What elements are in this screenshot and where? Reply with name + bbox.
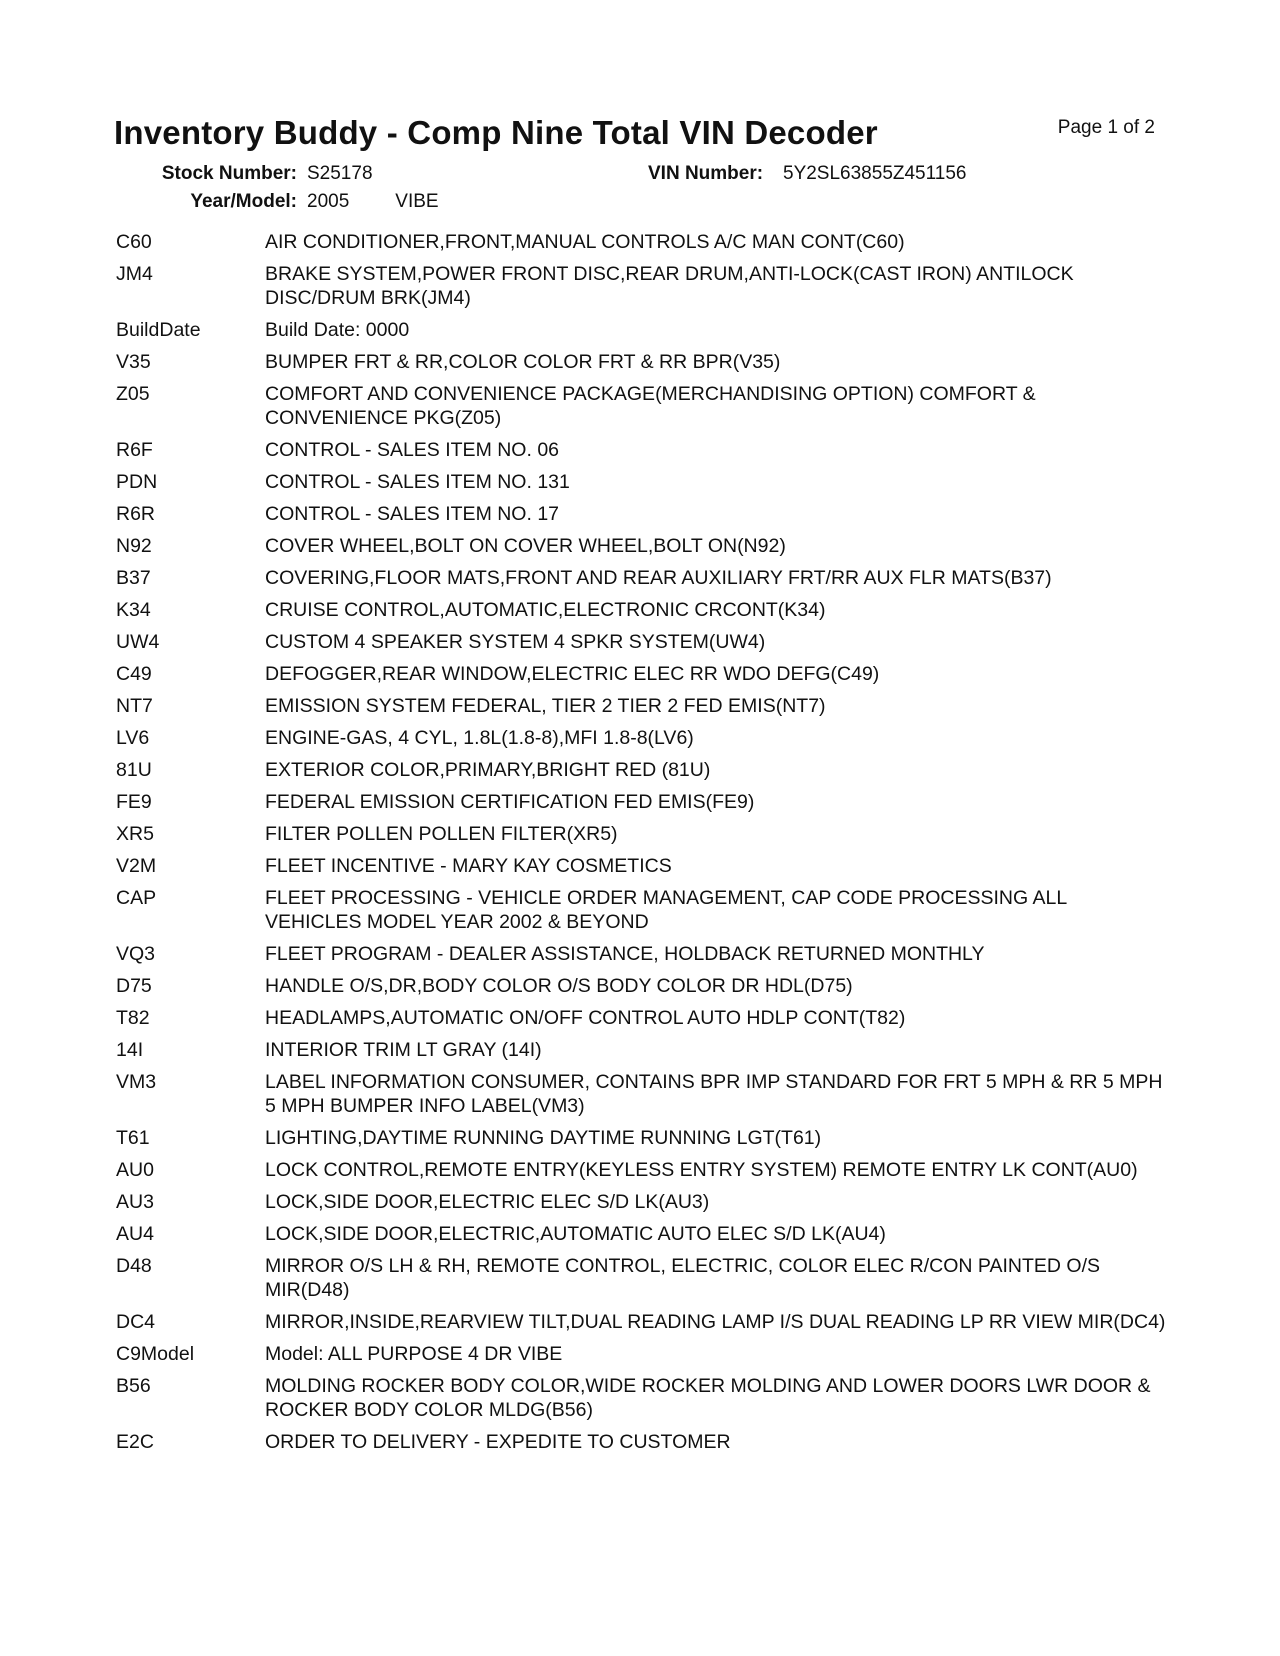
page-title: Inventory Buddy - Comp Nine Total VIN Decoder (114, 114, 878, 151)
option-description: EXTERIOR COLOR,PRIMARY,BRIGHT RED (81U) (265, 759, 711, 781)
option-code: DC4 (116, 1311, 156, 1333)
option-description: CRUISE CONTROL,AUTOMATIC,ELECTRONIC CRCONT(K34) (265, 599, 826, 621)
option-description: ENGINE-GAS, 4 CYL, 1.8L(1.8-8),MFI 1.8-8(LV6) (265, 727, 694, 749)
option-code: E2C (116, 1431, 154, 1453)
option-description: BUMPER FRT & RR,COLOR COLOR FRT & RR BPR(V35) (265, 351, 781, 373)
option-code: FE9 (116, 791, 152, 813)
code-row (116, 1038, 1166, 1070)
stock-number-row (152, 163, 373, 185)
code-row (116, 230, 1166, 262)
vin-number-value: 5Y2SL63855Z451156 (783, 163, 967, 184)
code-row (116, 1190, 1166, 1222)
option-code: VM3 (116, 1071, 157, 1093)
option-description: FILTER POLLEN POLLEN FILTER(XR5) (265, 823, 618, 845)
code-row (116, 974, 1166, 1006)
option-code: 81U (116, 759, 152, 781)
year-model-row (152, 191, 439, 213)
option-description: CONTROL - SALES ITEM NO. 17 (265, 503, 560, 525)
option-code: V35 (116, 351, 151, 373)
code-row (116, 382, 1166, 438)
code-row (116, 726, 1166, 758)
code-row (116, 350, 1166, 382)
option-description: Build Date: 0000 (265, 319, 410, 341)
option-code: AU0 (116, 1159, 154, 1181)
option-code: XR5 (116, 823, 154, 845)
option-code: C49 (116, 663, 152, 685)
code-row (116, 630, 1166, 662)
option-description: Model: ALL PURPOSE 4 DR VIBE (265, 1343, 563, 1365)
option-code: B56 (116, 1375, 151, 1397)
code-row (116, 566, 1166, 598)
option-description: FLEET PROCESSING - VEHICLE ORDER MANAGEMENT, CAP CODE PROCESSING ALL VEHICLES MODEL YEAR 2002 & BEYOND (265, 887, 1067, 933)
option-code: JM4 (116, 263, 153, 285)
stock-number-value: S25178 (307, 163, 373, 184)
code-row (116, 534, 1166, 566)
option-description: FLEET INCENTIVE - MARY KAY COSMETICS (265, 855, 672, 877)
code-row (116, 470, 1166, 502)
option-code: AU3 (116, 1191, 154, 1213)
code-row (116, 1158, 1166, 1190)
code-row (116, 1070, 1166, 1126)
option-code: R6R (116, 503, 156, 525)
option-code: C9Model (116, 1343, 195, 1365)
option-description: MIRROR O/S LH & RH, REMOTE CONTROL, ELECTRIC, COLOR ELEC R/CON PAINTED O/S MIR(D48) (265, 1255, 1100, 1301)
option-description: HANDLE O/S,DR,BODY COLOR O/S BODY COLOR DR HDL(D75) (265, 975, 853, 997)
code-row (116, 1254, 1166, 1310)
code-row (116, 1430, 1166, 1462)
option-description: LIGHTING,DAYTIME RUNNING DAYTIME RUNNING LGT(T61) (265, 1127, 822, 1149)
option-code: D48 (116, 1255, 152, 1277)
vin-number-label: VIN Number: (648, 163, 764, 184)
code-row (116, 790, 1166, 822)
option-code: T82 (116, 1007, 150, 1029)
option-code: B37 (116, 567, 151, 589)
option-code: VQ3 (116, 943, 156, 965)
option-description: DEFOGGER,REAR WINDOW,ELECTRIC ELEC RR WDO DEFG(C49) (265, 663, 880, 685)
option-description: LOCK,SIDE DOOR,ELECTRIC ELEC S/D LK(AU3) (265, 1191, 710, 1213)
option-code: LV6 (116, 727, 150, 749)
option-description: LOCK CONTROL,REMOTE ENTRY(KEYLESS ENTRY SYSTEM) REMOTE ENTRY LK CONT(AU0) (265, 1159, 1138, 1181)
year-value: 2005 (307, 191, 350, 212)
option-code: BuildDate (116, 319, 201, 341)
option-code: V2M (116, 855, 157, 877)
code-row (116, 942, 1166, 974)
option-code: D75 (116, 975, 152, 997)
option-description: LABEL INFORMATION CONSUMER, CONTAINS BPR IMP STANDARD FOR FRT 5 MPH & RR 5 MPH 5 MPH BUMPER INFO LABEL(VM3) (265, 1071, 1163, 1117)
option-description: AIR CONDITIONER,FRONT,MANUAL CONTROLS A/C MAN CONT(C60) (265, 231, 905, 253)
option-code: R6F (116, 439, 153, 461)
option-description: INTERIOR TRIM LT GRAY (14I) (265, 1039, 542, 1061)
code-row (116, 854, 1166, 886)
code-row (116, 598, 1166, 630)
code-row (116, 1374, 1166, 1430)
code-row (116, 438, 1166, 470)
option-description: CONTROL - SALES ITEM NO. 06 (265, 439, 560, 461)
option-code: K34 (116, 599, 151, 621)
code-row (116, 1222, 1166, 1254)
option-code: CAP (116, 887, 157, 909)
option-code: N92 (116, 535, 152, 557)
code-row (116, 1126, 1166, 1158)
option-code: NT7 (116, 695, 153, 717)
option-code-list (116, 230, 1166, 1462)
year-model-label: Year/Model: (190, 191, 297, 212)
code-row (116, 1006, 1166, 1038)
option-description: EMISSION SYSTEM FEDERAL, TIER 2 TIER 2 FED EMIS(NT7) (265, 695, 826, 717)
option-code: AU4 (116, 1223, 154, 1245)
option-code: PDN (116, 471, 158, 493)
page-number: Page 1 of 2 (1057, 117, 1155, 138)
option-description: FEDERAL EMISSION CERTIFICATION FED EMIS(FE9) (265, 791, 755, 813)
option-code: UW4 (116, 631, 160, 653)
option-description: FLEET PROGRAM - DEALER ASSISTANCE, HOLDBACK RETURNED MONTHLY (265, 943, 985, 965)
option-code: C60 (116, 231, 152, 253)
code-row (116, 822, 1166, 854)
option-description: LOCK,SIDE DOOR,ELECTRIC,AUTOMATIC AUTO ELEC S/D LK(AU4) (265, 1223, 886, 1245)
option-code: Z05 (116, 383, 150, 405)
code-row (116, 1310, 1166, 1342)
option-description: COVER WHEEL,BOLT ON COVER WHEEL,BOLT ON(N92) (265, 535, 786, 557)
option-description: ORDER TO DELIVERY - EXPEDITE TO CUSTOMER (265, 1431, 731, 1453)
code-row (116, 502, 1166, 534)
code-row (116, 886, 1166, 942)
option-description: CONTROL - SALES ITEM NO. 131 (265, 471, 570, 493)
option-description: COVERING,FLOOR MATS,FRONT AND REAR AUXILIARY FRT/RR AUX FLR MATS(B37) (265, 567, 1052, 589)
code-row (116, 1342, 1166, 1374)
option-description: COMFORT AND CONVENIENCE PACKAGE(MERCHANDISING OPTION) COMFORT & CONVENIENCE PKG(Z05) (265, 383, 1036, 429)
code-row (116, 694, 1166, 726)
stock-number-label: Stock Number: (161, 163, 297, 184)
code-row (116, 758, 1166, 790)
code-row (116, 262, 1166, 318)
option-description: BRAKE SYSTEM,POWER FRONT DISC,REAR DRUM,ANTI-LOCK(CAST IRON) ANTILOCK DISC/DRUM BRK(JM4) (265, 263, 1074, 309)
code-row (116, 662, 1166, 694)
option-description: CUSTOM 4 SPEAKER SYSTEM 4 SPKR SYSTEM(UW4) (265, 631, 766, 653)
option-code: T61 (116, 1127, 150, 1149)
option-description: HEADLAMPS,AUTOMATIC ON/OFF CONTROL AUTO HDLP CONT(T82) (265, 1007, 906, 1029)
option-description: MOLDING ROCKER BODY COLOR,WIDE ROCKER MOLDING AND LOWER DOORS LWR DOOR & ROCKER BODY COLOR MLDG(B56) (265, 1375, 1151, 1421)
option-description: MIRROR,INSIDE,REARVIEW TILT,DUAL READING LAMP I/S DUAL READING LP RR VIEW MIR(DC4) (265, 1311, 1166, 1333)
option-code: 14I (116, 1039, 144, 1061)
code-row (116, 318, 1166, 350)
model-value: VIBE (395, 191, 439, 212)
